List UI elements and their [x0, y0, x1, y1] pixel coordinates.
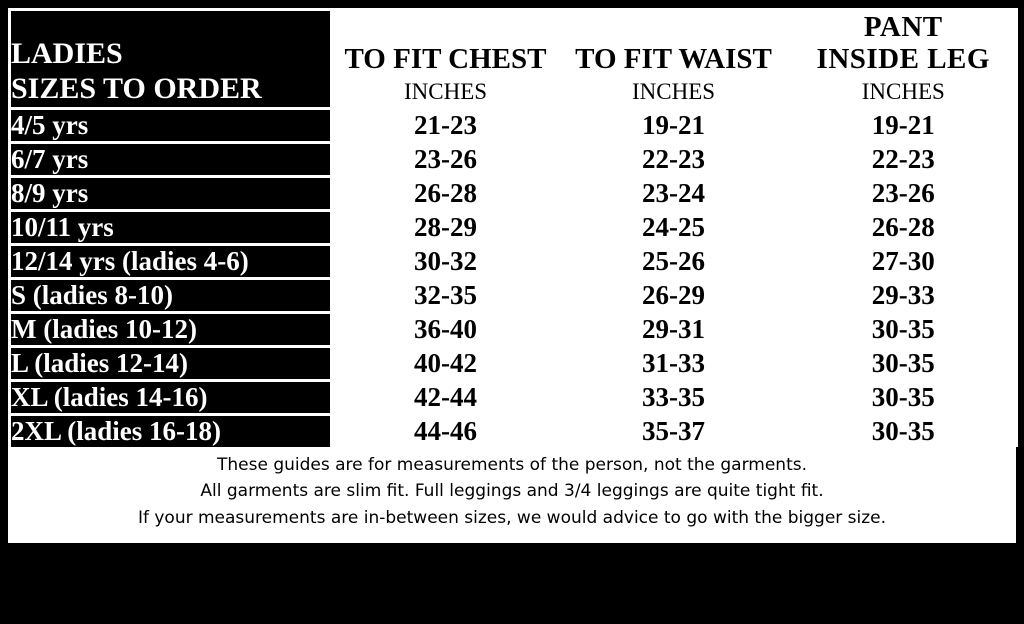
row-waist-value: 35-37: [560, 414, 788, 447]
row-inside-leg-value: 30-35: [788, 312, 1018, 346]
row-inside-leg-value: 29-33: [788, 278, 1018, 312]
row-size-label: 12/14 yrs (ladies 4-6): [10, 244, 332, 278]
row-chest-value: 23-26: [332, 142, 560, 176]
row-waist-value: 26-29: [560, 278, 788, 312]
header-chest-title: TO FIT CHEST: [344, 43, 547, 76]
row-size-label: M (ladies 10-12): [10, 312, 332, 346]
table-row: [10, 108, 1018, 142]
note-line-3: If your measurements are in-between sizes, we would advice to go with the bigger size.: [137, 508, 887, 529]
row-inside-leg-value: 26-28: [788, 210, 1018, 244]
header-waist: [560, 10, 788, 109]
size-chart-container: [8, 8, 1016, 543]
header-size-label-line1: LADIES: [11, 37, 123, 71]
row-chest-value: 30-32: [332, 244, 560, 278]
header-inside-leg: [788, 10, 1018, 109]
header-size-label: [10, 10, 332, 109]
row-waist-value: 33-35: [560, 380, 788, 414]
table-row: [10, 380, 1018, 414]
row-size-label: 6/7 yrs: [10, 142, 332, 176]
row-inside-leg-value: 30-35: [788, 380, 1018, 414]
row-chest-value: 32-35: [332, 278, 560, 312]
row-waist-value: 25-26: [560, 244, 788, 278]
header-waist-units: INCHES: [631, 78, 716, 104]
row-chest-value: 26-28: [332, 176, 560, 210]
row-waist-value: 29-31: [560, 312, 788, 346]
row-chest-value: 28-29: [332, 210, 560, 244]
row-inside-leg-value: 19-21: [788, 108, 1018, 142]
row-size-label: 4/5 yrs: [10, 108, 332, 142]
table-row: [10, 414, 1018, 447]
table-row: [10, 210, 1018, 244]
table-row: [10, 278, 1018, 312]
row-inside-leg-value: 30-35: [788, 414, 1018, 447]
row-chest-value: 44-46: [332, 414, 560, 447]
table-row: [10, 346, 1018, 380]
header-inside-leg-title-line1: PANT: [863, 11, 943, 43]
header-chest-units: INCHES: [403, 78, 488, 104]
row-size-label: 2XL (ladies 16-18): [10, 414, 332, 447]
table-header: [10, 10, 1018, 109]
header-inside-leg-title-line2: INSIDE LEG: [816, 43, 990, 76]
row-waist-value: 23-24: [560, 176, 788, 210]
row-waist-value: 19-21: [560, 108, 788, 142]
note-line-2: All garments are slim fit. Full leggings and 3/4 leggings are quite tight fit.: [200, 481, 824, 502]
table-row: [10, 244, 1018, 278]
row-chest-value: 40-42: [332, 346, 560, 380]
row-size-label: S (ladies 8-10): [10, 278, 332, 312]
row-inside-leg-value: 27-30: [788, 244, 1018, 278]
header-inside-leg-units: INCHES: [861, 78, 945, 104]
table-row: [10, 312, 1018, 346]
table-row: [10, 176, 1018, 210]
row-chest-value: 42-44: [332, 380, 560, 414]
footer-spacer: [8, 537, 1016, 543]
row-waist-value: 22-23: [560, 142, 788, 176]
row-chest-value: 21-23: [332, 108, 560, 142]
row-size-label: L (ladies 12-14): [10, 346, 332, 380]
header-waist-title: TO FIT WAIST: [575, 43, 772, 76]
header-size-label-line2: SIZES TO ORDER: [11, 72, 262, 106]
row-size-label: 10/11 yrs: [10, 210, 332, 244]
note-line-1: These guides are for measurements of the person, not the garments.: [216, 454, 807, 475]
row-size-label: XL (ladies 14-16): [10, 380, 332, 414]
row-inside-leg-value: 22-23: [788, 142, 1018, 176]
header-row: [10, 10, 1018, 109]
table-row: [10, 142, 1018, 176]
row-size-label: 8/9 yrs: [10, 176, 332, 210]
table-body: [10, 108, 1018, 447]
notes-section: [8, 447, 1016, 537]
header-chest: [332, 10, 560, 109]
row-inside-leg-value: 23-26: [788, 176, 1018, 210]
row-chest-value: 36-40: [332, 312, 560, 346]
row-inside-leg-value: 30-35: [788, 346, 1018, 380]
row-waist-value: 31-33: [560, 346, 788, 380]
size-chart-table: [8, 8, 1018, 447]
row-waist-value: 24-25: [560, 210, 788, 244]
